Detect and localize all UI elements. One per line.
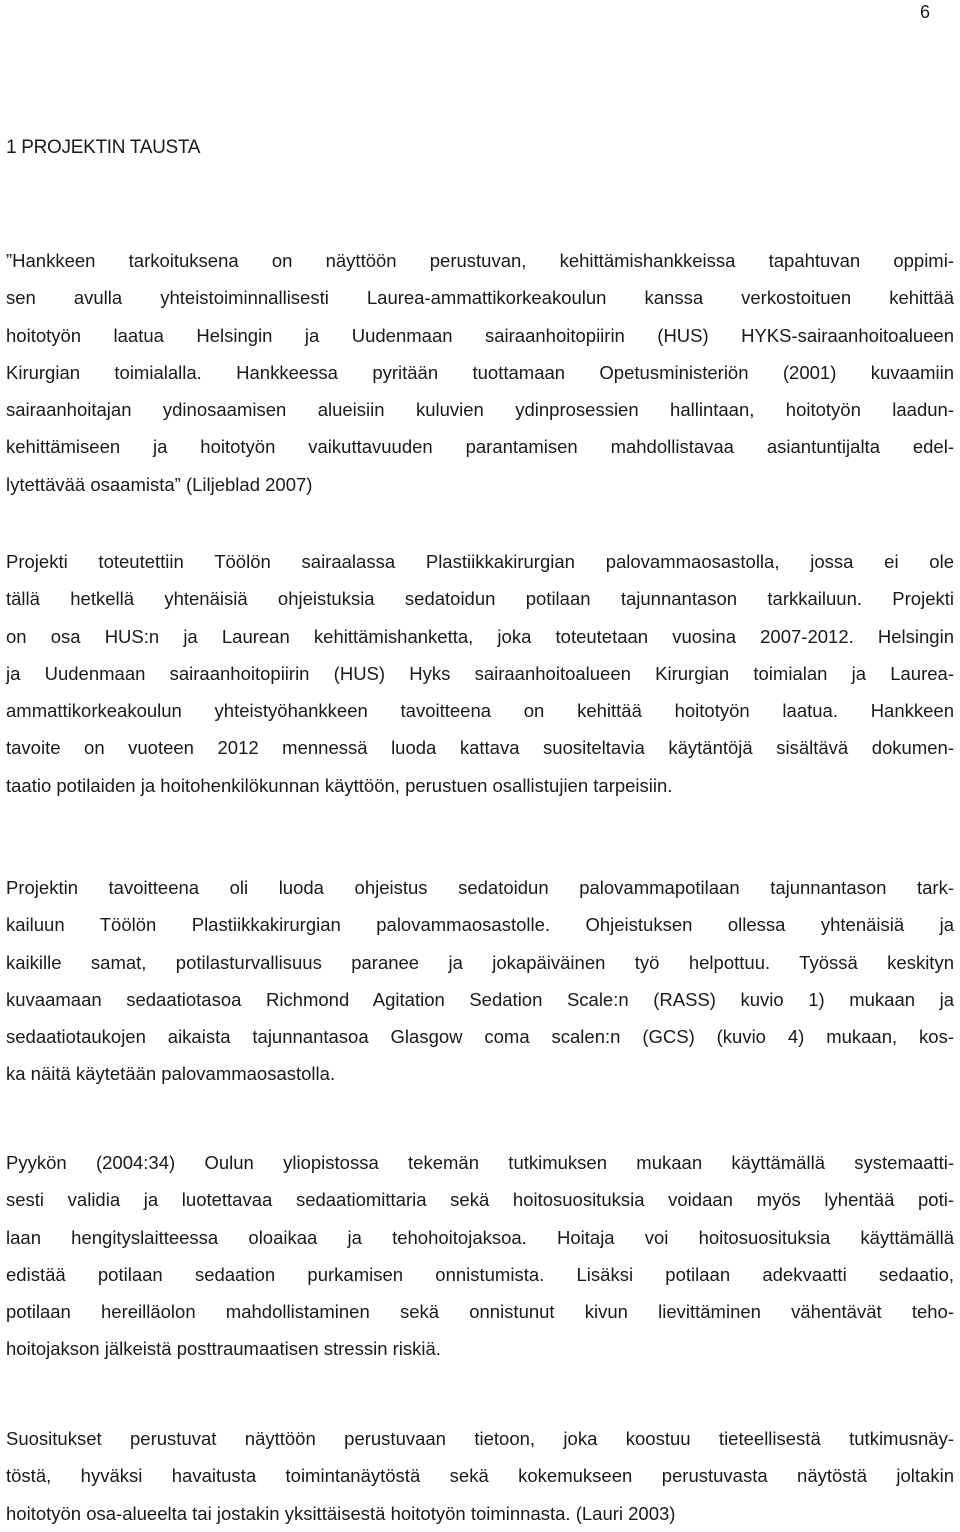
text-line: tällä hetkellä yhtenäisiä ohjeistuksia sedatoidun potilaan tajunnantason tarkkailuun. Projekti (6, 588, 954, 610)
text-line: hoitotyön osa-alueelta tai jostakin yksittäisestä hoitotyön toiminnasta. (Lauri 2003) (6, 1502, 676, 1524)
text-line: Projektin tavoitteena oli luoda ohjeistus sedatoidun palovammapotilaan tajunnantason tark- (6, 877, 954, 898)
section-heading: 1 PROJEKTIN TAUSTA (6, 137, 201, 158)
text-line: Kirurgian toimialalla. Hankkeessa pyritään tuottamaan Opetusministeriön (2001) kuvaamiin (6, 361, 954, 383)
text-line: ammattikorkeakoulun yhteistyöhankkeen tavoitteena on kehittää hoitotyön laatua. Hankkeen (6, 700, 954, 722)
paragraph-project-background (6, 543, 954, 804)
text-line: sesti validia ja luotettavaa sedaatiomittaria sekä hoitosuosituksia voidaan myös lyhentää poti- (6, 1189, 954, 1211)
text-line: kailuun Töölön Plastiikkakirurgian palovammaosastolle. Ohjeistuksen ollessa yhtenäisiä ja (6, 914, 954, 936)
text-line: sen avulla yhteistoiminnallisesti Laurea-ammattikorkeakoulun kanssa verkostoituen kehittää (6, 287, 954, 309)
page-number: 6 (919, 2, 930, 22)
text-line: ka näitä käytetään palovammaosastolla. (6, 1063, 336, 1085)
text-line: lytettävää osaamista” (Liljeblad 2007) (6, 473, 313, 495)
text-line: kuvaamaan sedaatiotasoa Richmond Agitation Sedation Scale:n (RASS) kuvio 1) mukaan ja (6, 988, 954, 1010)
paragraph-project-goal (6, 869, 954, 1093)
text-line: Pyykön (2004:34) Oulun yliopistossa tekemän tutkimuksen mukaan käyttämällä systemaatti- (6, 1152, 954, 1173)
text-line: on osa HUS:n ja Laurean kehittämishanketta, joka toteutetaan vuosina 2007-2012. Helsingin (6, 625, 954, 647)
text-line: kehittämiseen ja hoitotyön vaikuttavuuden parantamisen mahdollistavaa asiantuntijalta edel- (6, 436, 954, 458)
text-line: tavoite on vuoteen 2012 mennessä luoda kattava suositeltavia käytäntöjä sisältävä dokumen- (6, 737, 954, 759)
paragraph-research (6, 1144, 954, 1368)
text-line: kaikille samat, potilasturvallisuus paranee ja jokapäiväinen työ helpottuu. Työssä keskityn (6, 951, 954, 973)
text-line: Suositukset perustuvat näyttöön perustuvaan tietoon, joka koostuu tieteellisestä tutkimusnäy- (6, 1428, 954, 1449)
text-line: hoitotyön laatua Helsingin ja Uudenmaan sairaanhoitopiirin (HUS) HYKS-sairaanhoitoalueen (6, 324, 954, 346)
paragraph-quote (6, 242, 954, 503)
text-line: potilaan hereilläolon mahdollistaminen sekä onnistunut kivun lievittäminen vähentävät teho- (6, 1301, 954, 1323)
text-line: laan hengityslaitteessa oloaikaa ja tehohoitojaksoa. Hoitaja voi hoitosuosituksia käyttämällä (6, 1226, 954, 1248)
text-line: hoitojakson jälkeistä posttraumaatisen stressin riskiä. (6, 1338, 441, 1360)
text-line: ”Hankkeen tarkoituksena on näyttöön perustuvan, kehittämishankkeissa tapahtuvan oppimi- (6, 250, 954, 271)
text-line: Projekti toteutettiin Töölön sairaalassa Plastiikkakirurgian palovammaosastolla, jossa ei ole (6, 551, 954, 572)
text-line: edistää potilaan sedaation purkamisen onnistumista. Lisäksi potilaan adekvaatti sedaatio, (6, 1263, 954, 1285)
text-line: sairaanhoitajan ydinosaamisen alueisiin kuluvien ydinprosessien hallintaan, hoitotyön laadun- (6, 399, 954, 421)
paragraph-recommendations (6, 1420, 954, 1532)
text-line: taatio potilaiden ja hoitohenkilökunnan käyttöön, perustuen osallistujien tarpeisiin. (6, 774, 673, 796)
text-line: ja Uudenmaan sairaanhoitopiirin (HUS) Hyks sairaanhoitoalueen Kirurgian toimialan ja Laurea- (6, 662, 954, 684)
text-line: töstä, hyväksi havaitusta toimintanäytöstä sekä kokemukseen perustuvasta näytöstä joltakin (6, 1465, 954, 1487)
text-line: sedaatiotaukojen aikaista tajunnantasoa Glasgow coma scalen:n (GCS) (kuvio 4) mukaan, kos- (6, 1026, 954, 1048)
